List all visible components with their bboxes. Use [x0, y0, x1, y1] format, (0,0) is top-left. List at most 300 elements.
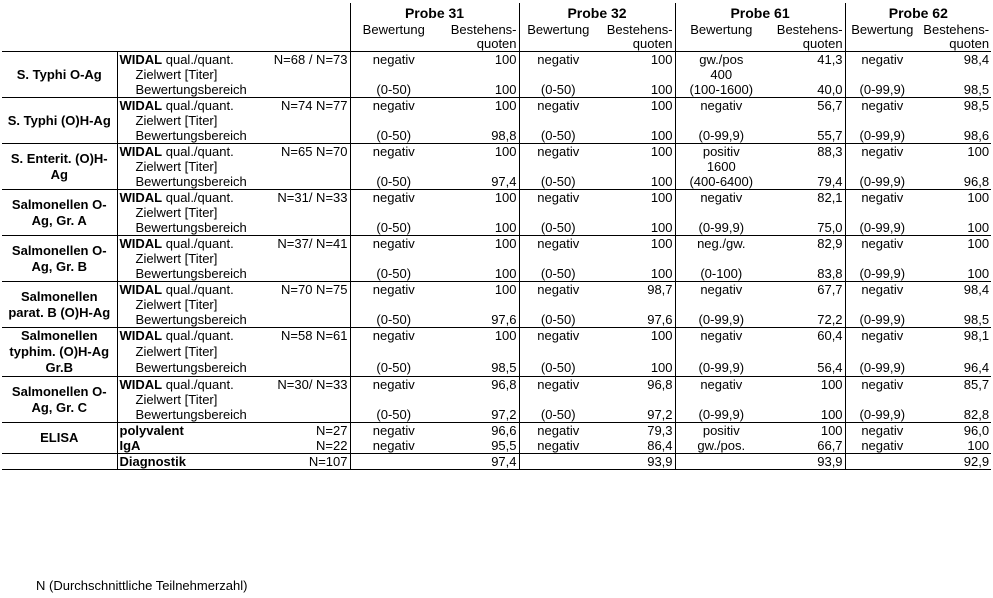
empty-cell: [350, 454, 437, 470]
pass-rate-cell: [597, 344, 675, 360]
pass-rate-cell: 100: [597, 52, 675, 68]
rating-cell: [845, 205, 919, 220]
rating-cell: negativ: [675, 98, 767, 114]
table-row: [2, 236, 991, 252]
pass-rate-cell: [437, 392, 519, 407]
pass-rate-cell: 97,4: [437, 174, 519, 190]
method-name: WIDAL: [119, 377, 163, 392]
pass-rate-cell: [437, 297, 519, 312]
pass-rate-cell: 67,7: [767, 282, 845, 298]
table-row: [2, 377, 991, 393]
empty-cell: [675, 454, 767, 470]
rating-cell: (0-50): [519, 82, 597, 98]
rating-cell: negativ: [350, 98, 437, 114]
rating-cell: negativ: [350, 282, 437, 298]
rating-cell: negativ: [845, 282, 919, 298]
participant-count: N=31/ N=33: [277, 190, 348, 205]
rating-cell: [350, 113, 437, 128]
rating-cell: negativ: [519, 144, 597, 160]
rating-cell: (0-50): [519, 220, 597, 236]
col-label-part: quoten: [632, 36, 673, 51]
pass-rate-cell: 85,7: [919, 377, 991, 393]
pass-rate-cell: [919, 344, 991, 360]
material-label: S. Typhi O-Ag: [2, 52, 117, 98]
footnote: N (Durchschnittliche Teilnehmerzahl): [36, 578, 248, 593]
pass-rate-cell: [437, 205, 519, 220]
col-bewertung: Bewertung: [845, 23, 919, 52]
elisa-label: polyvalent: [119, 423, 184, 438]
pass-rate-cell: 100: [437, 282, 519, 298]
rating-cell: negativ: [675, 190, 767, 206]
pass-rate-cell: [919, 205, 991, 220]
participant-count: N=22: [316, 438, 348, 453]
method-name: WIDAL: [119, 282, 163, 297]
rating-cell: [675, 297, 767, 312]
rating-cell: [845, 297, 919, 312]
target-label: Zielwert [Titer]: [117, 159, 350, 174]
rating-cell: (0-50): [350, 128, 437, 144]
pass-rate-cell: 100: [597, 360, 675, 377]
rating-cell: (0-99,9): [845, 312, 919, 328]
pass-rate-cell: 100: [597, 190, 675, 206]
table-row: [2, 266, 991, 282]
table-row: [2, 297, 991, 312]
pass-rate-cell: 72,2: [767, 312, 845, 328]
col-label-part: quoten: [802, 36, 843, 51]
pass-rate-cell: 100: [767, 377, 845, 393]
empty-cell: [845, 454, 919, 470]
rating-cell: (0-99,9): [845, 360, 919, 377]
pass-rate-cell: 97,2: [597, 407, 675, 423]
pass-rate-cell: 82,1: [767, 190, 845, 206]
rating-cell: [845, 392, 919, 407]
table-row: [2, 282, 991, 298]
rating-cell: negativ: [519, 98, 597, 114]
rating-cell: neg./gw.: [675, 236, 767, 252]
table-row: [2, 423, 991, 439]
rating-cell: negativ: [350, 52, 437, 68]
pass-rate-cell: 75,0: [767, 220, 845, 236]
pass-rate-cell: [597, 205, 675, 220]
pass-rate-cell: [919, 159, 991, 174]
pass-rate-cell: 100: [597, 82, 675, 98]
rating-cell: positiv: [702, 423, 740, 438]
empty-cell: [519, 454, 597, 470]
rating-cell: (0-50): [350, 407, 437, 423]
table-row: [2, 312, 991, 328]
rating-cell: (0-50): [519, 360, 597, 377]
pass-rate-cell: 79,3: [597, 423, 675, 439]
method-label: qual./quant.: [165, 52, 234, 67]
pass-rate-cell: 100: [919, 266, 991, 282]
pass-rate-cell: 100: [597, 128, 675, 144]
method-label: qual./quant.: [165, 282, 234, 297]
pass-rate-cell: 96,0: [963, 423, 990, 438]
rating-cell: negativ: [519, 282, 597, 298]
method-label: qual./quant.: [165, 236, 234, 251]
method-name: WIDAL: [119, 190, 163, 205]
rating-cell: negativ: [519, 52, 597, 68]
pass-rate-cell: [767, 159, 845, 174]
target-label: Zielwert [Titer]: [117, 67, 350, 82]
pass-rate-cell: 98,7: [597, 282, 675, 298]
pass-rate-cell: 100: [597, 236, 675, 252]
rating-cell: negativ: [861, 423, 904, 438]
pass-rate-cell: 98,5: [919, 82, 991, 98]
pass-rate-cell: 100: [437, 144, 519, 160]
rating-cell: negativ: [675, 377, 767, 393]
probe-header: Probe 31: [350, 3, 519, 23]
rating-cell: negativ: [675, 282, 767, 298]
table-row: [2, 82, 991, 98]
table-row: [2, 98, 991, 114]
range-label: Bewertungsbereich: [117, 174, 350, 190]
pass-rate-cell: [437, 344, 519, 360]
participant-count: N=58 N=61: [281, 328, 348, 343]
rating-cell: (0-50): [350, 174, 437, 190]
pass-rate-cell: [767, 344, 845, 360]
pass-rate-cell: 100: [919, 190, 991, 206]
diagnostik-label: Diagnostik: [119, 454, 186, 469]
col-bewertung: Bewertung: [519, 23, 597, 52]
rating-cell: (0-99,9): [675, 407, 767, 423]
pass-rate-cell: 98,5: [437, 360, 519, 377]
table-row: [2, 128, 991, 144]
participant-count: N=30/ N=33: [277, 377, 348, 392]
rating-cell: (0-50): [519, 266, 597, 282]
rating-cell: [350, 67, 437, 82]
table-row: [2, 174, 991, 190]
rating-cell: (0-50): [519, 407, 597, 423]
elisa-label-cell: [117, 423, 350, 439]
rating-cell: negativ: [350, 190, 437, 206]
pass-rate-cell: 98,8: [437, 128, 519, 144]
pass-rate-cell: [919, 297, 991, 312]
rating-cell: [845, 344, 919, 360]
method-cell: [117, 144, 350, 160]
elisa-label: IgA: [119, 438, 141, 453]
method-name: WIDAL: [119, 52, 163, 67]
pass-rate-cell: [919, 67, 991, 82]
rating-cell: positiv: [675, 144, 767, 160]
rating-cell: negativ: [845, 144, 919, 160]
method-name: WIDAL: [119, 98, 163, 113]
table-row: [2, 438, 991, 454]
method-label: qual./quant.: [165, 377, 234, 392]
col-bestehensquoten: [919, 23, 991, 52]
method-name: WIDAL: [119, 144, 163, 159]
pass-rate-cell: 96,8: [437, 377, 519, 393]
pass-rate-cell: 100: [767, 407, 845, 423]
method-label: qual./quant.: [165, 144, 234, 159]
range-label: Bewertungsbereich: [117, 360, 350, 377]
material-label: Salmonellen O-Ag, Gr. C: [2, 377, 117, 423]
rating-cell: (0-99,9): [675, 312, 767, 328]
pass-rate-cell: 86,4: [597, 438, 675, 454]
rating-cell: 400: [710, 67, 733, 82]
pass-rate-cell: 92,9: [919, 454, 991, 470]
col-label-part: Bestehens-: [450, 22, 517, 37]
rating-cell: (0-50): [350, 266, 437, 282]
pass-rate-cell: 100: [437, 52, 519, 68]
material-label: Salmonellen O-Ag, Gr. A: [2, 190, 117, 236]
col-label-part: Bestehens-: [776, 22, 843, 37]
rating-cell: gw./pos: [675, 52, 767, 68]
diagnostik-cell: [117, 454, 350, 470]
rating-cell: [350, 392, 437, 407]
pass-rate-cell: [597, 67, 675, 82]
col-bestehensquoten: [437, 23, 519, 52]
participant-count: N=27: [316, 423, 348, 438]
material-label: S. Enterit. (O)H-Ag: [2, 144, 117, 190]
col-bestehensquoten: [767, 23, 845, 52]
pass-rate-cell: 98,5: [919, 98, 991, 114]
rating-cell: [350, 251, 437, 266]
pass-rate-cell: 82,8: [919, 407, 991, 423]
rating-cell: negativ: [519, 190, 597, 206]
rating-cell: (0-50): [519, 128, 597, 144]
rating-cell: [519, 344, 597, 360]
material-label: S. Typhi (O)H-Ag: [2, 98, 117, 144]
pass-rate-cell: 97,6: [437, 312, 519, 328]
rating-cell: (0-50): [350, 360, 437, 377]
rating-cell: (100-1600): [675, 82, 767, 98]
rating-cell: negativ: [372, 423, 415, 438]
method-label: qual./quant.: [165, 328, 234, 343]
pass-rate-cell: 100: [919, 438, 991, 454]
pass-rate-cell: 100: [437, 98, 519, 114]
range-label: Bewertungsbereich: [117, 407, 350, 423]
rating-cell: (0-50): [350, 82, 437, 98]
pass-rate-cell: [597, 113, 675, 128]
pass-rate-cell: 96,4: [919, 360, 991, 377]
pass-rate-cell: 97,4: [437, 454, 519, 470]
target-label: Zielwert [Titer]: [117, 251, 350, 266]
pass-rate-cell: 98,5: [919, 312, 991, 328]
pass-rate-cell: 56,7: [767, 98, 845, 114]
pass-rate-cell: [919, 251, 991, 266]
pass-rate-cell: 96,8: [597, 377, 675, 393]
pass-rate-cell: 40,0: [767, 82, 845, 98]
pass-rate-cell: 79,4: [767, 174, 845, 190]
pass-rate-cell: 95,5: [437, 438, 519, 454]
method-cell: [117, 282, 350, 298]
pass-rate-cell: [767, 392, 845, 407]
rating-cell: (0-50): [350, 220, 437, 236]
range-label: Bewertungsbereich: [117, 312, 350, 328]
col-label-part: Bestehens-: [606, 22, 673, 37]
pass-rate-cell: 100: [919, 236, 991, 252]
pass-rate-cell: 98,4: [919, 52, 991, 68]
rating-cell: [675, 251, 767, 266]
pass-rate-cell: 100: [767, 423, 845, 439]
material-label: Salmonellen O-Ag, Gr. B: [2, 236, 117, 282]
rating-cell: negativ: [845, 438, 919, 454]
rating-cell: [350, 297, 437, 312]
rating-cell: negativ: [675, 328, 767, 345]
table-row: [2, 407, 991, 423]
target-label: Zielwert [Titer]: [117, 113, 350, 128]
range-label: Bewertungsbereich: [117, 266, 350, 282]
rating-cell: negativ: [519, 236, 597, 252]
rating-cell: [350, 159, 437, 174]
pass-rate-cell: 100: [597, 328, 675, 345]
material-label: ELISA: [2, 423, 117, 454]
target-label: Zielwert [Titer]: [117, 297, 350, 312]
table-row: [2, 454, 991, 470]
rating-cell: [519, 67, 597, 82]
range-label: Bewertungsbereich: [117, 220, 350, 236]
pass-rate-cell: 88,3: [767, 144, 845, 160]
table-row: [2, 205, 991, 220]
table-row: [2, 67, 991, 82]
pass-rate-cell: 97,2: [437, 407, 519, 423]
rating-cell: negativ: [845, 190, 919, 206]
pass-rate-cell: [767, 113, 845, 128]
rating-cell: [519, 113, 597, 128]
rating-cell: [350, 205, 437, 220]
rating-cell: negativ: [519, 438, 597, 454]
elisa-label-cell: [117, 438, 350, 454]
probe-header: Probe 32: [519, 3, 675, 23]
rating-cell: negativ: [350, 377, 437, 393]
table-row: [2, 220, 991, 236]
rating-cell: [845, 251, 919, 266]
rating-cell: (0-99,9): [845, 128, 919, 144]
rating-cell: [675, 113, 767, 128]
rating-cell: (0-50): [350, 312, 437, 328]
pass-rate-cell: 97,6: [597, 312, 675, 328]
material-label: Salmonellen parat. B (O)H-Ag: [2, 282, 117, 328]
probe-header: Probe 62: [888, 5, 948, 21]
pass-rate-cell: 93,9: [597, 454, 675, 470]
table-row: [2, 113, 991, 128]
method-cell: [117, 190, 350, 206]
rating-cell: (0-99,9): [845, 220, 919, 236]
target-label: Zielwert [Titer]: [117, 344, 350, 360]
pass-rate-cell: 60,4: [767, 328, 845, 345]
participant-count: N=65 N=70: [281, 144, 348, 159]
rating-cell: (0-99,9): [675, 220, 767, 236]
range-label: Bewertungsbereich: [117, 128, 350, 144]
table-row: [2, 392, 991, 407]
pass-rate-cell: [597, 251, 675, 266]
rating-cell: (0-99,9): [845, 82, 919, 98]
method-name: WIDAL: [119, 236, 163, 251]
pass-rate-cell: [767, 205, 845, 220]
rating-cell: [519, 251, 597, 266]
pass-rate-cell: 96,6: [437, 423, 519, 439]
rating-cell: [350, 344, 437, 360]
pass-rate-cell: 93,9: [767, 454, 845, 470]
participant-count: N=68 / N=73: [273, 52, 348, 67]
col-label-part: quoten: [949, 36, 990, 51]
rating-cell: (0-99,9): [845, 174, 919, 190]
rating-cell: negativ: [519, 377, 597, 393]
pass-rate-cell: [919, 113, 991, 128]
pass-rate-cell: [437, 159, 519, 174]
pass-rate-cell: 98,4: [919, 282, 991, 298]
method-name: WIDAL: [119, 328, 163, 343]
rating-cell: [519, 205, 597, 220]
rating-cell: (0-99,9): [675, 360, 767, 377]
pass-rate-cell: 41,3: [767, 52, 845, 68]
table-row: [2, 360, 991, 377]
rating-cell: (0-99,9): [845, 266, 919, 282]
rating-cell: [519, 297, 597, 312]
pass-rate-cell: 66,7: [767, 438, 845, 454]
participant-count: N=37/ N=41: [277, 236, 348, 251]
col-label-part: Bestehens-: [923, 22, 990, 37]
rating-cell: (0-99,9): [675, 128, 767, 144]
rating-cell: negativ: [519, 328, 597, 345]
rating-cell: negativ: [845, 98, 919, 114]
pass-rate-cell: [597, 392, 675, 407]
results-table: [2, 3, 991, 470]
table-row: [2, 251, 991, 266]
rating-cell: (400-6400): [675, 174, 767, 190]
rating-cell: (0-50): [519, 312, 597, 328]
method-cell: [117, 236, 350, 252]
rating-cell: [675, 344, 767, 360]
rating-cell: gw./pos.: [675, 438, 767, 454]
pass-rate-cell: 96,8: [919, 174, 991, 190]
pass-rate-cell: 55,7: [767, 128, 845, 144]
pass-rate-cell: [437, 251, 519, 266]
rating-cell: negativ: [350, 144, 437, 160]
pass-rate-cell: [597, 159, 675, 174]
target-label: Zielwert [Titer]: [117, 205, 350, 220]
range-label: Bewertungsbereich: [117, 82, 350, 98]
pass-rate-cell: 100: [437, 220, 519, 236]
rating-cell: negativ: [845, 328, 919, 345]
pass-rate-cell: 100: [919, 144, 991, 160]
rating-cell: [519, 159, 597, 174]
pass-rate-cell: 100: [597, 220, 675, 236]
col-bewertung: Bewertung: [675, 23, 767, 52]
pass-rate-cell: 100: [597, 174, 675, 190]
pass-rate-cell: 98,1: [919, 328, 991, 345]
participant-count: N=74 N=77: [281, 98, 348, 113]
method-cell: [117, 98, 350, 114]
method-label: qual./quant.: [165, 98, 234, 113]
method-cell: [117, 328, 350, 345]
pass-rate-cell: 56,4: [767, 360, 845, 377]
pass-rate-cell: 100: [919, 220, 991, 236]
rating-cell: negativ: [350, 236, 437, 252]
pass-rate-cell: [597, 297, 675, 312]
probe-header: Probe 61: [675, 3, 845, 23]
pass-rate-cell: [437, 67, 519, 82]
pass-rate-cell: 100: [437, 236, 519, 252]
participant-count: N=70 N=75: [281, 282, 348, 297]
pass-rate-cell: 100: [597, 144, 675, 160]
table-row: [2, 344, 991, 360]
pass-rate-cell: [767, 297, 845, 312]
pass-rate-cell: 100: [437, 266, 519, 282]
table-row: [2, 328, 991, 345]
rating-cell: [675, 205, 767, 220]
table-row: [2, 190, 991, 206]
table-row: [2, 52, 991, 68]
method-cell: [117, 377, 350, 393]
pass-rate-cell: [767, 67, 845, 82]
rating-cell: negativ: [350, 438, 437, 454]
rating-cell: [845, 67, 919, 82]
rating-cell: (0-100): [675, 266, 767, 282]
rating-cell: negativ: [845, 52, 919, 68]
pass-rate-cell: [437, 113, 519, 128]
